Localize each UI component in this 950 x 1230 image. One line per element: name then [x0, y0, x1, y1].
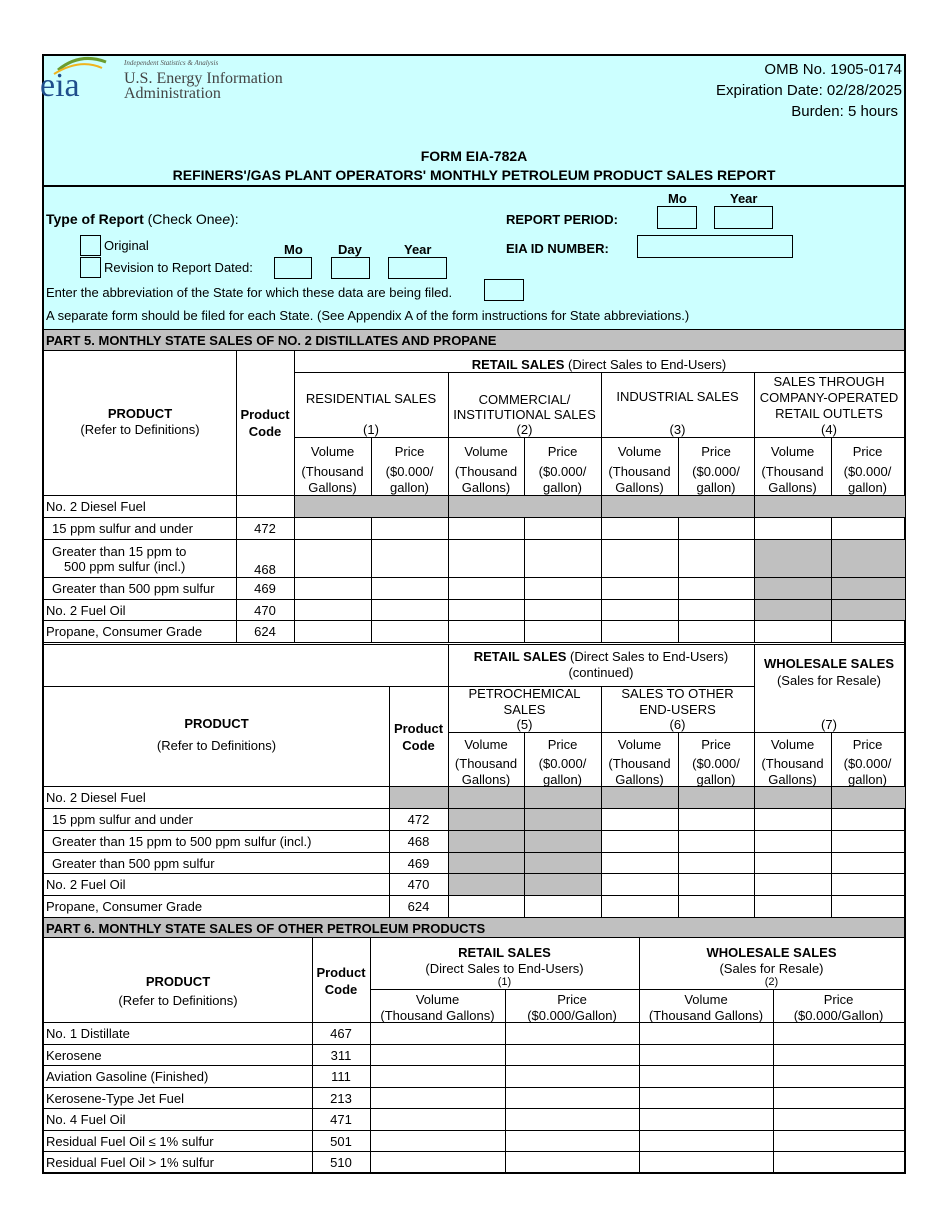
data-cell[interactable] [505, 1066, 639, 1088]
original-checkbox[interactable] [80, 235, 101, 256]
p5b-vol-label: Volume [617, 737, 662, 752]
table-row [44, 1088, 905, 1109]
row-label: No. 1 Distillate [44, 1023, 312, 1045]
data-cell[interactable] [754, 896, 831, 918]
data-cell[interactable] [370, 1152, 505, 1174]
p5-vol-unit-1: (Thousand [761, 464, 824, 479]
data-cell[interactable] [524, 540, 601, 578]
report-info-section [44, 187, 904, 329]
revision-mo-label: Mo [284, 242, 303, 257]
revision-checkbox[interactable] [80, 257, 101, 278]
revision-day-label: Day [338, 242, 362, 257]
p5b-price-unit-2: gallon) [847, 772, 888, 787]
data-cell[interactable] [639, 1023, 773, 1045]
p5b-code-header-1: Product [393, 721, 444, 736]
p5-col6-number: (6) [669, 717, 686, 732]
data-cell[interactable] [773, 1066, 905, 1088]
data-cell[interactable] [678, 809, 754, 831]
p5-price-unit-2: gallon) [542, 480, 583, 495]
data-cell[interactable] [678, 621, 754, 643]
product-code: 469 [236, 578, 294, 600]
p5b-vol-unit-2: Gallons) [461, 772, 511, 787]
revision-month-input[interactable] [274, 257, 312, 279]
data-cell[interactable] [773, 1023, 905, 1045]
p6-retail-header: RETAIL SALES [458, 945, 551, 960]
data-cell[interactable] [371, 578, 448, 600]
data-cell[interactable] [448, 896, 524, 918]
product-code: 469 [389, 853, 448, 874]
table-row [44, 1109, 905, 1131]
p5b-product-header: PRODUCT [184, 716, 249, 731]
data-cell[interactable] [831, 896, 905, 918]
p5-retail-sales-header: RETAIL SALES (Direct Sales to End-Users) [471, 357, 727, 372]
p5-refer-definitions: (Refer to Definitions) [80, 422, 200, 437]
eia-id-input[interactable] [637, 235, 793, 258]
product-code: 470 [236, 600, 294, 621]
data-cell[interactable] [831, 621, 905, 643]
p5-vol-unit-2: Gallons) [461, 480, 511, 495]
data-cell[interactable] [754, 853, 831, 874]
data-cell[interactable] [371, 621, 448, 643]
row-label: Greater than 15 ppm to 500 ppm sulfur (incl.) [44, 831, 389, 853]
p5-col6-header-1: SALES TO OTHER [621, 686, 734, 701]
product-code: 501 [312, 1131, 370, 1152]
p5b-refer-definitions: (Refer to Definitions) [156, 738, 277, 753]
p5-vol-unit-2: Gallons) [768, 480, 817, 495]
row-label: Aviation Gasoline (Finished) [44, 1066, 312, 1088]
data-cell[interactable] [754, 809, 831, 831]
product-code: 471 [312, 1109, 370, 1131]
data-cell[interactable] [601, 831, 678, 853]
state-instruction: Enter the abbreviation of the State for which these data are being filed. [46, 285, 453, 300]
data-cell[interactable] [678, 874, 754, 896]
data-cell[interactable] [773, 1088, 905, 1109]
period-year-label: Year [730, 191, 758, 206]
row-label: No. 2 Fuel Oil [44, 600, 236, 621]
data-cell[interactable] [831, 809, 905, 831]
table-row [44, 578, 905, 600]
agency-name-line1: U.S. Energy Information [124, 70, 283, 87]
p5-col4-header-1: SALES THROUGH [773, 374, 885, 389]
product-code: 311 [312, 1045, 370, 1066]
p6-col1-number: (1) [497, 976, 512, 988]
data-cell[interactable] [678, 540, 754, 578]
row-label: No. 2 Fuel Oil [44, 874, 389, 896]
p5-table-b [44, 786, 906, 918]
data-cell[interactable] [371, 600, 448, 621]
data-cell[interactable] [448, 621, 524, 643]
table-row [44, 831, 905, 853]
p6-code-header-2: Code [324, 982, 358, 997]
header-section [40, 56, 904, 186]
table-row [44, 874, 905, 896]
product-code: 510 [312, 1152, 370, 1174]
data-cell[interactable] [524, 600, 601, 621]
data-cell[interactable] [294, 578, 371, 600]
product-code: 213 [312, 1088, 370, 1109]
data-cell[interactable] [678, 896, 754, 918]
p5-price-label: Price [547, 444, 578, 459]
product-code: 468 [236, 540, 294, 578]
omb-number: OMB No. 1905-0174 [764, 61, 902, 78]
data-cell[interactable] [370, 1023, 505, 1045]
p6-price-unit: ($0.000/Gallon) [527, 1008, 617, 1023]
data-cell[interactable] [448, 518, 524, 540]
data-cell[interactable] [294, 518, 371, 540]
data-cell[interactable] [639, 1109, 773, 1131]
p5-col3-header: INDUSTRIAL SALES [616, 389, 739, 404]
p5b-price-unit-1: ($0.000/ [692, 756, 740, 771]
table-row [44, 1131, 905, 1152]
data-cell[interactable] [505, 1109, 639, 1131]
p6-vol-unit: (Thousand Gallons) [380, 1008, 495, 1023]
p5-wholesale-sub: (Sales for Resale) [776, 673, 882, 688]
p5b-vol-unit-2: Gallons) [615, 772, 664, 787]
p5-price-label: Price [394, 444, 425, 459]
form-title: REFINERS'/GAS PLANT OPERATORS' MONTHLY PETROLEUM PRODUCT SALES REPORT [172, 167, 776, 183]
data-cell[interactable] [294, 621, 371, 643]
data-cell[interactable] [601, 621, 678, 643]
p5-price-unit-2: gallon) [389, 480, 430, 495]
data-cell[interactable] [773, 1109, 905, 1131]
data-cell[interactable] [601, 540, 678, 578]
data-cell[interactable] [505, 1088, 639, 1109]
data-cell[interactable] [773, 1045, 905, 1066]
data-cell[interactable] [370, 1109, 505, 1131]
agency-name-line2: Administration [124, 85, 221, 102]
p5-col5-header-2: SALES [503, 702, 546, 717]
p5-col2-header-2: INSTITUTIONAL SALES [453, 407, 596, 422]
product-code: 624 [236, 621, 294, 643]
table-row [44, 1045, 905, 1066]
p6-col2-number: (2) [764, 976, 779, 988]
p6-vol-label: Volume [684, 992, 728, 1007]
p5-vol-label: Volume [464, 444, 508, 459]
data-cell[interactable] [601, 874, 678, 896]
p5b-vol-label: Volume [464, 737, 508, 752]
data-cell[interactable] [524, 578, 601, 600]
data-cell[interactable] [294, 600, 371, 621]
p5b-code-header-2: Code [402, 738, 435, 753]
data-cell[interactable] [448, 600, 524, 621]
p5b-price-unit-1: ($0.000/ [843, 756, 892, 771]
type-of-report-label: Type of Report (Check Onee): [46, 211, 239, 227]
p6-wholesale-header: WHOLESALE SALES [706, 945, 837, 960]
data-cell[interactable] [639, 1045, 773, 1066]
table-row [44, 540, 905, 578]
data-cell[interactable] [678, 853, 754, 874]
table-row [44, 600, 905, 621]
p5-col6-header-2: END-USERS [639, 702, 716, 717]
p5-col3-number: (3) [669, 422, 686, 437]
original-label: Original [104, 238, 149, 253]
data-cell[interactable] [831, 831, 905, 853]
row-label: Propane, Consumer Grade [44, 621, 236, 643]
p5-price-unit-2: gallon) [696, 480, 736, 495]
form-number: FORM EIA-782A [420, 148, 528, 164]
product-code: 468 [389, 831, 448, 853]
p5-vol-label: Volume [770, 444, 815, 459]
row-label: Greater than 15 ppm to 500 ppm sulfur (incl.) [44, 540, 236, 578]
row-label: Residual Fuel Oil > 1% sulfur [44, 1152, 312, 1174]
period-year-input[interactable] [714, 206, 773, 229]
agency-tagline: Independent Statistics & Analysis [124, 59, 219, 67]
p5-col5-number: (5) [516, 717, 533, 732]
product-code: 470 [389, 874, 448, 896]
row-label: 15 ppm sulfur and under [44, 518, 236, 540]
p5-vol-label: Volume [310, 444, 355, 459]
p6-vol-label: Volume [415, 992, 460, 1007]
p5-col1-number: (1) [363, 422, 379, 437]
data-cell[interactable] [370, 1131, 505, 1152]
row-label: Propane, Consumer Grade [44, 896, 389, 918]
p5-code-header-2: Code [248, 424, 282, 439]
p6-retail-sub: (Direct Sales to End-Users) [425, 961, 584, 976]
p5-price-unit-1: ($0.000/ [385, 464, 434, 479]
p5-code-header-1: Product [240, 407, 290, 422]
p5b-vol-unit-1: (Thousand [454, 756, 518, 771]
p6-price-label: Price [823, 992, 854, 1007]
p5b-vol-unit-1: (Thousand [761, 756, 824, 771]
row-label: Kerosene-Type Jet Fuel [44, 1088, 312, 1109]
data-cell[interactable] [524, 621, 601, 643]
data-cell[interactable] [678, 831, 754, 853]
p5-price-unit-1: ($0.000/ [692, 464, 740, 479]
p5-col4-number: (4) [821, 422, 837, 437]
data-cell[interactable] [505, 1023, 639, 1045]
p6-vol-unit: (Thousand Gallons) [648, 1008, 764, 1023]
data-cell[interactable] [754, 831, 831, 853]
separate-form-note: A separate form should be filed for each State. (See Appendix A of the form instructions for State abbreviations.) [46, 308, 690, 323]
table-row [44, 1023, 905, 1045]
p5-col4-header-3: RETAIL OUTLETS [775, 406, 883, 421]
data-cell[interactable] [601, 600, 678, 621]
p5b-vol-label: Volume [770, 737, 815, 752]
table-row [44, 496, 905, 518]
p5-table-a [44, 495, 906, 643]
table-row [44, 1066, 905, 1088]
row-label: 15 ppm sulfur and under [44, 809, 389, 831]
part6-title-bar [44, 917, 904, 938]
p6-code-header-1: Product [316, 965, 366, 980]
p5-wholesale-header: WHOLESALE SALES [763, 656, 894, 671]
state-abbreviation-input[interactable] [484, 279, 524, 301]
expiration-date: Expiration Date: 02/28/2025 [716, 82, 902, 99]
data-cell[interactable] [601, 518, 678, 540]
burden-hours: Burden: 5 hours [791, 103, 898, 120]
product-code: 472 [236, 518, 294, 540]
data-cell[interactable] [831, 853, 905, 874]
p5b-price-label: Price [701, 737, 731, 752]
p5b-price-unit-1: ($0.000/ [538, 756, 587, 771]
data-cell[interactable] [754, 621, 831, 643]
data-cell[interactable] [601, 853, 678, 874]
period-month-input[interactable] [657, 206, 697, 229]
eia-logo-icon [40, 56, 112, 104]
product-code: 467 [312, 1023, 370, 1045]
row-label: Greater than 500 ppm sulfur [44, 578, 236, 600]
p5-col2-number: (2) [516, 422, 533, 437]
p5-vol-unit-2: Gallons) [615, 480, 664, 495]
product-code: 624 [389, 896, 448, 918]
p5-price-unit-2: gallon) [847, 480, 888, 495]
p5-price-unit-1: ($0.000/ [843, 464, 892, 479]
data-cell[interactable] [831, 874, 905, 896]
product-code: 111 [312, 1066, 370, 1088]
p5b-price-label: Price [852, 737, 883, 752]
p5-col4-header-2: COMPANY-OPERATED [759, 390, 899, 405]
report-period-label: REPORT PERIOD: [506, 212, 618, 227]
data-cell[interactable] [294, 540, 371, 578]
p5-vol-unit-2: Gallons) [308, 480, 357, 495]
data-cell[interactable] [678, 518, 754, 540]
p5b-price-unit-2: gallon) [542, 772, 583, 787]
p5b-vol-unit-2: Gallons) [768, 772, 817, 787]
data-cell[interactable] [639, 1088, 773, 1109]
table-row [44, 518, 905, 540]
data-cell[interactable] [370, 1045, 505, 1066]
row-label: No. 2 Diesel Fuel [44, 787, 389, 809]
data-cell[interactable] [754, 874, 831, 896]
p5-vol-unit-1: (Thousand [608, 464, 671, 479]
p5-vol-unit-1: (Thousand [301, 464, 364, 479]
p6-wholesale-sub: (Sales for Resale) [719, 961, 824, 976]
p5b-price-unit-2: gallon) [696, 772, 736, 787]
data-cell[interactable] [505, 1045, 639, 1066]
row-label: Kerosene [44, 1045, 312, 1066]
data-cell[interactable] [601, 809, 678, 831]
table-row [44, 621, 905, 643]
table-row [44, 787, 905, 809]
p5-price-label: Price [852, 444, 883, 459]
product-code: 472 [389, 809, 448, 831]
p6-product-header: PRODUCT [145, 974, 211, 989]
data-cell[interactable] [601, 578, 678, 600]
p5-vol-unit-1: (Thousand [454, 464, 518, 479]
part5-title: PART 5. MONTHLY STATE SALES OF NO. 2 DISTILLATES AND PROPANE [46, 333, 497, 348]
data-cell[interactable] [639, 1131, 773, 1152]
p6-price-unit: ($0.000/Gallon) [793, 1008, 884, 1023]
p5-col5-header-1: PETROCHEMICAL [468, 686, 581, 701]
logo-text: eia [40, 67, 80, 104]
row-label: No. 2 Diesel Fuel [44, 496, 236, 518]
p5b-price-label: Price [547, 737, 578, 752]
p5-retail-continued-note: (continued) [568, 665, 634, 680]
data-cell[interactable] [505, 1131, 639, 1152]
data-cell[interactable] [754, 518, 831, 540]
form-frame [42, 54, 906, 1174]
part5-title-bar [44, 329, 904, 351]
data-cell[interactable] [831, 518, 905, 540]
data-cell[interactable] [601, 896, 678, 918]
period-mo-label: Mo [668, 191, 687, 206]
data-cell[interactable] [370, 1066, 505, 1088]
row-label: Residual Fuel Oil ≤ 1% sulfur [44, 1131, 312, 1152]
data-cell[interactable] [448, 540, 524, 578]
part6-title: PART 6. MONTHLY STATE SALES OF OTHER PETROLEUM PRODUCTS [46, 921, 486, 936]
data-cell[interactable] [371, 518, 448, 540]
revision-year-input[interactable] [388, 257, 447, 279]
table-row [44, 1152, 905, 1174]
data-cell[interactable] [678, 578, 754, 600]
revision-label: Revision to Report Dated: [104, 260, 253, 275]
row-label: No. 4 Fuel Oil [44, 1109, 312, 1131]
revision-year-label: Year [404, 242, 432, 257]
data-cell[interactable] [773, 1131, 905, 1152]
p5-col7-number: (7) [821, 717, 837, 732]
p5-price-label: Price [701, 444, 731, 459]
row-label: Greater than 500 ppm sulfur [44, 853, 389, 874]
data-cell[interactable] [678, 600, 754, 621]
p5-vol-label: Volume [617, 444, 662, 459]
table-row [44, 809, 905, 831]
p5-col2-header-1: COMMERCIAL/ [478, 392, 571, 407]
data-cell[interactable] [371, 540, 448, 578]
table-row [44, 896, 905, 918]
p6-refer-definitions: (Refer to Definitions) [118, 993, 238, 1008]
data-cell[interactable] [448, 578, 524, 600]
p5-price-unit-1: ($0.000/ [538, 464, 587, 479]
data-cell[interactable] [370, 1088, 505, 1109]
p5-retail-continued-header: RETAIL SALES (Direct Sales to End-Users) [473, 649, 729, 664]
p6-table [44, 1022, 906, 1174]
revision-day-input[interactable] [331, 257, 370, 279]
data-cell[interactable] [524, 518, 601, 540]
p5-col1-header: RESIDENTIAL SALES [305, 391, 437, 406]
data-cell[interactable] [505, 1152, 639, 1174]
data-cell[interactable] [639, 1152, 773, 1174]
p6-price-label: Price [557, 992, 587, 1007]
data-cell[interactable] [773, 1152, 905, 1174]
p5b-vol-unit-1: (Thousand [608, 756, 671, 771]
data-cell[interactable] [639, 1066, 773, 1088]
eia-id-label: EIA ID NUMBER: [506, 241, 609, 256]
table-row [44, 853, 905, 874]
data-cell[interactable] [524, 896, 601, 918]
p5-product-header: PRODUCT [107, 406, 173, 421]
